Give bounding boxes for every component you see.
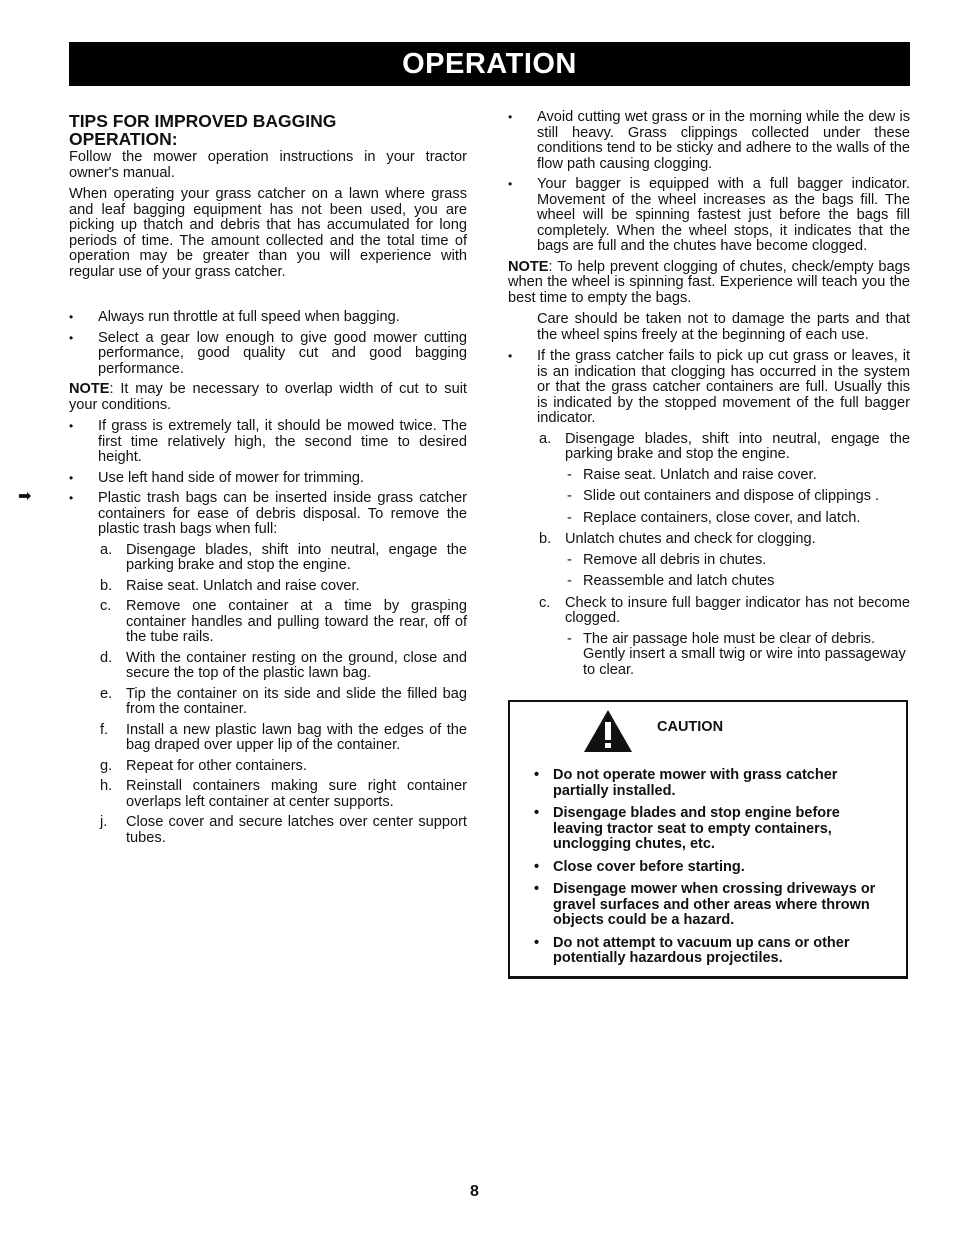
caution-text: Do not operate mower with grass catcher partially installed. [553,767,838,799]
step-text: Disengage blades, shift into neutral, engage the parking brake and stop the engine. [126,541,467,573]
list-item [508,177,910,255]
step-item [69,651,467,682]
left-column [69,112,467,851]
heading-line-2: OPERATION: [69,129,178,149]
list-item [69,419,467,466]
bullet-icon: • [508,177,513,191]
note-text: : It may be necessary to overlap width of cut to suit your conditions. [69,381,467,413]
note-paragraph [508,260,910,307]
step-item [508,532,910,548]
step-text: Close cover and secure latches over center support tubes. [126,814,467,846]
bullet-text: Avoid cutting wet grass or in the morning while the dew is still heavy. Grass clippings collected under these conditions tend to be sticky and adhere to the walls of the flow path causing clogging. [537,109,910,172]
step-letter: a. [539,430,552,447]
step-letter: a. [100,541,113,558]
caution-text: Do not attempt to vacuum up cans or other potentially hazardous projectiles. [553,934,850,966]
substep-text: Raise seat. Unlatch and raise cover. [583,466,817,483]
bullet-text: Select a gear low enough to give good mower cutting performance, good quality cut and good bagging performance. [98,329,467,377]
step-letter: c. [100,598,112,614]
caution-item [534,860,884,876]
caution-text: Disengage blades and stop engine before leaving tractor seat to empty containers, unclogging chutes, etc. [553,805,840,852]
step-letter: e. [100,685,113,702]
step-text: Tip the container on its side and slide the filled bag from the container. [126,685,467,717]
note-label: NOTE [508,258,549,275]
list-item [508,110,910,172]
bullet-text: Use left hand side of mower for trimming. [98,469,365,486]
substep-item [508,489,910,505]
caution-item [534,936,884,967]
dash-icon: - [567,630,572,647]
note-paragraph [69,382,467,413]
list-item [69,491,467,538]
substep-text: Remove all debris in chutes. [583,551,767,568]
step-text: Remove one container at a time by grasping container handles and pulling toward the rear, off of the tube rails. [126,598,467,645]
care-paragraph: Care should be taken not to damage the parts and that the wheel spins freely at the beginning of each use. [537,311,910,343]
step-item [69,687,467,718]
list-item [69,310,467,326]
step-letter: g. [100,757,113,774]
bag-removal-steps [69,543,467,847]
list-item [69,471,467,487]
substep-item [508,553,910,569]
step-item [69,599,467,646]
substep-item [508,468,910,484]
tips-list-4 [508,349,910,427]
intro-paragraph-1: Follow the mower operation instructions in your tractor owner's manual. [69,149,467,181]
caution-title: CAUTION [657,719,724,735]
substep-item [508,511,910,527]
step-item [508,596,910,627]
note-text: : To help prevent clogging of chutes, check/empty bags when the wheel is spinning fast. Experience will teach you the best time to empty the bags. [508,258,910,306]
substep-item [508,574,910,590]
arrow-left-icon: ➡ [18,488,32,505]
page-number: 8 [470,1183,479,1200]
bullet-text: Always run throttle at full speed when bagging. [98,309,400,325]
step-text: With the container resting on the ground, close and secure the top of the plastic lawn bag. [126,649,467,681]
step-letter: b. [100,577,113,594]
dash-icon: - [567,488,572,504]
list-item [508,349,910,427]
caution-item [534,806,884,853]
dash-icon: - [567,509,572,526]
bullet-text: Plastic trash bags can be inserted inside grass catcher containers for ease of debris disposal. To remove the plastic trash bags when full: [98,490,467,537]
caution-item [534,882,884,929]
step-text: Reinstall containers making sure right container overlaps left container at center supports. [126,778,467,810]
list-item [69,331,467,378]
step-item [69,779,467,810]
bullet-text: Your bagger is equipped with a full bagger indicator. Movement of the wheel increases as the bags fill. The wheel will be spinning fastest just before the bags fill completely. When the wheel stops, it indicates that the bags are full and the chutes have become clogged. [537,176,910,254]
warning-triangle-icon [582,708,634,759]
step-letter: j. [100,814,108,830]
bullet-icon: • [534,881,540,897]
caution-text: Close cover before starting. [553,858,745,875]
caution-list [534,768,884,974]
bullet-text: If the grass catcher fails to pick up cut grass or leaves, it is an indication that clogging has occurred in the system or that the grass catcher containers are full. Usually this is indicated by the stopped movement of the full bagger indicator. [537,348,910,426]
step-letter: b. [539,531,552,547]
unclog-steps-b [508,532,910,548]
step-b-substeps [508,553,910,590]
bullet-icon: • [69,419,74,433]
bullet-icon: • [69,330,74,345]
step-letter: h. [100,778,113,794]
caution-item [534,768,884,799]
bullet-icon: • [69,470,74,485]
bullet-icon: • [534,934,540,951]
section-heading [69,112,467,148]
bullet-text: If grass is extremely tall, it should be mowed twice. The first time relatively high, the second time to desired height. [98,418,467,465]
step-a-substeps [508,468,910,527]
step-item [69,579,467,595]
unclog-steps [508,432,910,463]
bullet-icon: • [508,349,513,363]
step-item [69,759,467,775]
dash-icon: - [567,573,572,589]
caution-text: Disengage mower when crossing driveways or gravel surfaces and other areas where thrown objects could be a hazard. [553,881,876,928]
tips-list-1 [69,310,467,377]
right-column [508,110,910,684]
intro-paragraph-2: When operating your grass catcher on a lawn where grass and leaf bagging equipment has not been used, you are picking up thatch and debris that has accumulated for long periods of time. The amount collected and the total time of operation may be greater than you will experience with regular use of your grass catcher. [69,186,467,280]
section-banner: OPERATION [69,42,910,86]
step-letter: c. [539,594,551,611]
substep-text: Slide out containers and dispose of clippings . [583,488,880,504]
step-item [69,723,467,754]
note-label: NOTE [69,381,110,397]
step-item [69,543,467,574]
bullet-icon: • [534,767,540,783]
bullet-icon: • [69,491,74,505]
unclog-steps-c [508,596,910,627]
step-item [69,815,467,846]
bullet-icon: • [69,310,74,324]
substep-text: Replace containers, close cover, and latch. [583,509,861,526]
step-text: Raise seat. Unlatch and raise cover. [126,577,360,594]
dash-icon: - [567,466,572,483]
step-text: Install a new plastic lawn bag with the edges of the bag draped over upper lip of the container. [126,721,467,753]
bullet-icon: • [534,858,540,875]
step-item [508,432,910,463]
substep-item [508,632,910,679]
tips-list-2 [69,419,467,538]
substep-text: Reassemble and latch chutes [583,573,775,589]
step-text: Disengage blades, shift into neutral, engage the parking brake and stop the engine. [565,430,910,462]
bullet-icon: • [508,110,513,124]
dash-icon: - [567,551,572,568]
step-letter: d. [100,649,113,666]
step-text: Unlatch chutes and check for clogging. [565,531,816,547]
heading-line-1: TIPS FOR IMPROVED BAGGING [69,111,337,131]
bullet-icon: • [534,805,540,821]
step-c-substeps [508,632,910,679]
tips-list-3 [508,110,910,255]
substep-text: The air passage hole must be clear of debris. Gently insert a small twig or wire into passageway to clear. [583,630,906,678]
step-text: Repeat for other containers. [126,757,307,774]
step-text: Check to insure full bagger indicator has not become clogged. [565,594,910,626]
step-letter: f. [100,721,109,738]
caution-box [508,700,908,979]
